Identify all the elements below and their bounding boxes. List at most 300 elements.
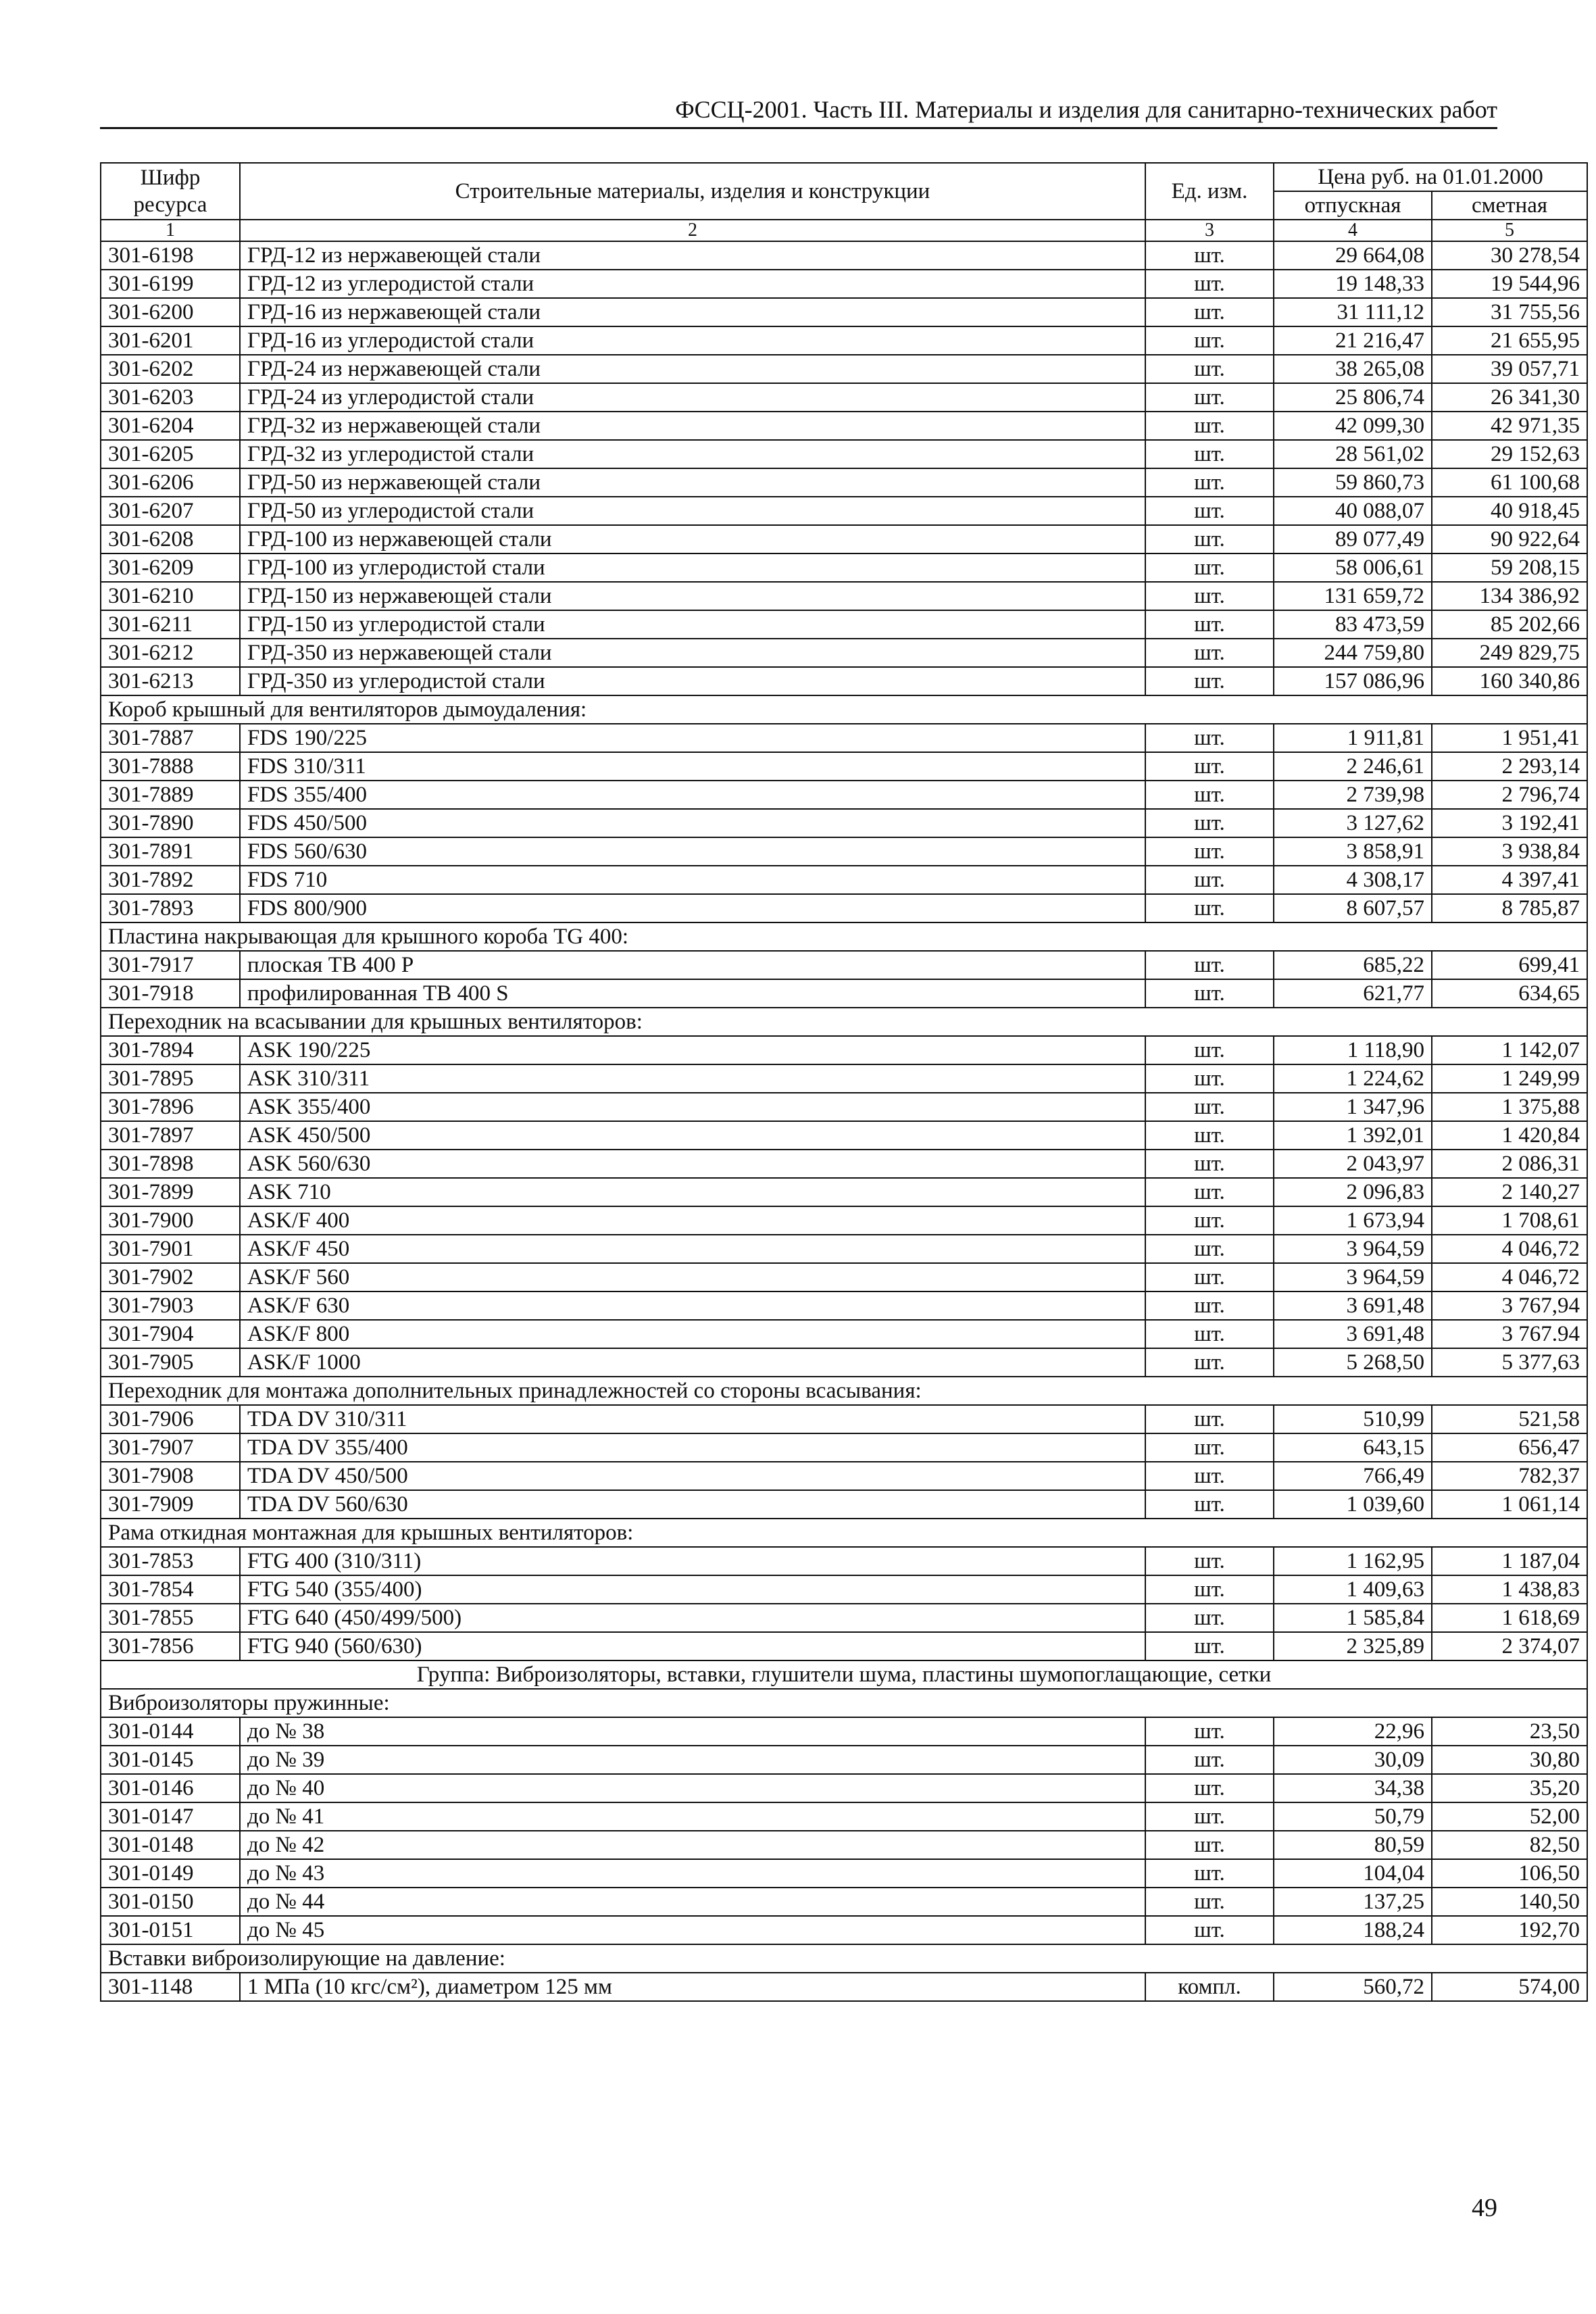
material-name: ASK 560/630 <box>240 1150 1145 1178</box>
price-estimate: 634,65 <box>1432 979 1587 1008</box>
material-name: FTG 640 (450/499/500) <box>240 1604 1145 1632</box>
table-row <box>101 1064 1587 1093</box>
price-release: 3 964,59 <box>1274 1235 1432 1263</box>
material-name: FDS 450/500 <box>240 809 1145 837</box>
resource-code: 301-0151 <box>101 1916 240 1944</box>
unit-of-measure: шт. <box>1145 1036 1274 1064</box>
unit-of-measure: шт. <box>1145 752 1274 781</box>
price-release: 4 308,17 <box>1274 866 1432 894</box>
price-estimate: 52,00 <box>1432 1802 1587 1831</box>
price-release: 3 691,48 <box>1274 1320 1432 1348</box>
header-unit: Ед. изм. <box>1145 163 1274 220</box>
unit-of-measure: шт. <box>1145 1348 1274 1377</box>
resource-code: 301-7908 <box>101 1462 240 1490</box>
material-name: ГРД-350 из нержавеющей стали <box>240 639 1145 667</box>
column-number: 4 <box>1274 220 1432 241</box>
resource-code: 301-6213 <box>101 667 240 695</box>
price-estimate: 1 142,07 <box>1432 1036 1587 1064</box>
header-price-estimate: сметная <box>1432 191 1587 220</box>
price-release: 131 659,72 <box>1274 582 1432 610</box>
table-row <box>101 440 1587 468</box>
resource-code: 301-7899 <box>101 1178 240 1206</box>
material-name: ASK/F 630 <box>240 1291 1145 1320</box>
price-release: 34,38 <box>1274 1774 1432 1802</box>
material-name: ГРД-24 из углеродистой стали <box>240 383 1145 412</box>
section-header-row <box>101 1689 1587 1717</box>
resource-code: 301-0147 <box>101 1802 240 1831</box>
price-release: 3 964,59 <box>1274 1263 1432 1291</box>
section-header-row <box>101 1377 1587 1405</box>
table-row <box>101 1802 1587 1831</box>
resource-code: 301-0146 <box>101 1774 240 1802</box>
material-name: ASK/F 800 <box>240 1320 1145 1348</box>
unit-of-measure: шт. <box>1145 553 1274 582</box>
resource-code: 301-7909 <box>101 1490 240 1519</box>
section-title: Пластина накрывающая для крышного короба TG 400: <box>101 922 1587 951</box>
resource-code: 301-7900 <box>101 1206 240 1235</box>
resource-code: 301-7892 <box>101 866 240 894</box>
material-name: TDA DV 560/630 <box>240 1490 1145 1519</box>
table-row <box>101 1320 1587 1348</box>
resource-code: 301-7907 <box>101 1433 240 1462</box>
table-row <box>101 1036 1587 1064</box>
price-release: 1 039,60 <box>1274 1490 1432 1519</box>
resource-code: 301-6198 <box>101 241 240 270</box>
price-estimate: 2 140,27 <box>1432 1178 1587 1206</box>
table-row <box>101 866 1587 894</box>
price-release: 40 088,07 <box>1274 497 1432 525</box>
table-row <box>101 525 1587 553</box>
price-estimate: 3 192,41 <box>1432 809 1587 837</box>
price-estimate: 8 785,87 <box>1432 894 1587 922</box>
material-name: FDS 710 <box>240 866 1145 894</box>
price-release: 188,24 <box>1274 1916 1432 1944</box>
material-name: до № 42 <box>240 1831 1145 1859</box>
price-estimate: 90 922,64 <box>1432 525 1587 553</box>
price-release: 1 673,94 <box>1274 1206 1432 1235</box>
price-release: 25 806,74 <box>1274 383 1432 412</box>
group-header-row <box>101 1660 1587 1689</box>
resource-code: 301-6201 <box>101 326 240 355</box>
price-estimate: 31 755,56 <box>1432 298 1587 326</box>
price-release: 104,04 <box>1274 1859 1432 1888</box>
resource-code: 301-7890 <box>101 809 240 837</box>
price-estimate: 699,41 <box>1432 951 1587 979</box>
table-row <box>101 1263 1587 1291</box>
material-name: до № 44 <box>240 1888 1145 1916</box>
material-name: до № 43 <box>240 1859 1145 1888</box>
material-name: ASK/F 400 <box>240 1206 1145 1235</box>
table-row <box>101 1405 1587 1433</box>
price-release: 1 409,63 <box>1274 1575 1432 1604</box>
price-estimate: 3 938,84 <box>1432 837 1587 866</box>
material-name: FDS 190/225 <box>240 724 1145 752</box>
table-row <box>101 1859 1587 1888</box>
unit-of-measure: шт. <box>1145 979 1274 1008</box>
price-estimate: 192,70 <box>1432 1916 1587 1944</box>
resource-code: 301-7887 <box>101 724 240 752</box>
resource-code: 301-7898 <box>101 1150 240 1178</box>
unit-of-measure: шт. <box>1145 781 1274 809</box>
material-name: ГРД-50 из углеродистой стали <box>240 497 1145 525</box>
table-row <box>101 1490 1587 1519</box>
unit-of-measure: шт. <box>1145 1774 1274 1802</box>
price-release: 31 111,12 <box>1274 298 1432 326</box>
table-row <box>101 497 1587 525</box>
table-row <box>101 298 1587 326</box>
price-table <box>100 162 1588 2002</box>
section-header-row <box>101 922 1587 951</box>
unit-of-measure: шт. <box>1145 440 1274 468</box>
price-estimate: 1 249,99 <box>1432 1064 1587 1093</box>
section-header-row <box>101 1008 1587 1036</box>
resource-code: 301-6205 <box>101 440 240 468</box>
unit-of-measure: шт. <box>1145 1746 1274 1774</box>
table-row <box>101 781 1587 809</box>
table-row <box>101 1973 1587 2001</box>
price-release: 766,49 <box>1274 1462 1432 1490</box>
section-title: Переходник для монтажа дополнительных принадлежностей со стороны всасывания: <box>101 1377 1587 1405</box>
material-name: FDS 560/630 <box>240 837 1145 866</box>
unit-of-measure: шт. <box>1145 412 1274 440</box>
resource-code: 301-6210 <box>101 582 240 610</box>
unit-of-measure: шт. <box>1145 894 1274 922</box>
material-name: FTG 400 (310/311) <box>240 1547 1145 1575</box>
price-release: 22,96 <box>1274 1717 1432 1746</box>
price-estimate: 2 293,14 <box>1432 752 1587 781</box>
material-name: FTG 940 (560/630) <box>240 1632 1145 1660</box>
material-name: ASK 310/311 <box>240 1064 1145 1093</box>
material-name: ГРД-32 из углеродистой стали <box>240 440 1145 468</box>
table-row <box>101 894 1587 922</box>
table-row <box>101 412 1587 440</box>
price-release: 1 585,84 <box>1274 1604 1432 1632</box>
resource-code: 301-0145 <box>101 1746 240 1774</box>
header-price-release: отпускная <box>1274 191 1432 220</box>
table-row <box>101 270 1587 298</box>
price-estimate: 1 438,83 <box>1432 1575 1587 1604</box>
material-name: ГРД-100 из углеродистой стали <box>240 553 1145 582</box>
resource-code: 301-6211 <box>101 610 240 639</box>
unit-of-measure: шт. <box>1145 525 1274 553</box>
price-release: 1 162,95 <box>1274 1547 1432 1575</box>
price-release: 8 607,57 <box>1274 894 1432 922</box>
section-title: Переходник на всасывании для крышных вентиляторов: <box>101 1008 1587 1036</box>
table-row <box>101 979 1587 1008</box>
price-release: 19 148,33 <box>1274 270 1432 298</box>
unit-of-measure: шт. <box>1145 1859 1274 1888</box>
price-estimate: 4 046,72 <box>1432 1235 1587 1263</box>
price-estimate: 19 544,96 <box>1432 270 1587 298</box>
unit-of-measure: шт. <box>1145 1831 1274 1859</box>
material-name: ГРД-350 из углеродистой стали <box>240 667 1145 695</box>
material-name: TDA DV 310/311 <box>240 1405 1145 1433</box>
unit-of-measure: шт. <box>1145 1490 1274 1519</box>
table-row <box>101 724 1587 752</box>
table-row <box>101 1746 1587 1774</box>
unit-of-measure: шт. <box>1145 610 1274 639</box>
column-number: 3 <box>1145 220 1274 241</box>
table-row <box>101 582 1587 610</box>
unit-of-measure: шт. <box>1145 1291 1274 1320</box>
price-estimate: 29 152,63 <box>1432 440 1587 468</box>
resource-code: 301-7854 <box>101 1575 240 1604</box>
resource-code: 301-7917 <box>101 951 240 979</box>
unit-of-measure: шт. <box>1145 1093 1274 1121</box>
resource-code: 301-6204 <box>101 412 240 440</box>
material-name: TDA DV 355/400 <box>240 1433 1145 1462</box>
price-estimate: 782,37 <box>1432 1462 1587 1490</box>
column-number: 1 <box>101 220 240 241</box>
unit-of-measure: шт. <box>1145 326 1274 355</box>
unit-of-measure: шт. <box>1145 1547 1274 1575</box>
price-estimate: 26 341,30 <box>1432 383 1587 412</box>
price-release: 58 006,61 <box>1274 553 1432 582</box>
material-name: ГРД-12 из нержавеющей стали <box>240 241 1145 270</box>
price-estimate: 1 187,04 <box>1432 1547 1587 1575</box>
material-name: ASK/F 560 <box>240 1263 1145 1291</box>
price-release: 3 858,91 <box>1274 837 1432 866</box>
price-estimate: 4 046,72 <box>1432 1263 1587 1291</box>
resource-code: 301-6202 <box>101 355 240 383</box>
price-estimate: 1 375,88 <box>1432 1093 1587 1121</box>
table-row <box>101 1632 1587 1660</box>
unit-of-measure: шт. <box>1145 1206 1274 1235</box>
price-release: 137,25 <box>1274 1888 1432 1916</box>
material-name: TDA DV 450/500 <box>240 1462 1145 1490</box>
table-row <box>101 837 1587 866</box>
resource-code: 301-0149 <box>101 1859 240 1888</box>
header-name: Строительные материалы, изделия и конструкции <box>240 163 1145 220</box>
table-row <box>101 326 1587 355</box>
resource-code: 301-7902 <box>101 1263 240 1291</box>
price-estimate: 30 278,54 <box>1432 241 1587 270</box>
resource-code: 301-6212 <box>101 639 240 667</box>
table-row <box>101 355 1587 383</box>
resource-code: 301-7903 <box>101 1291 240 1320</box>
section-title: Короб крышный для вентиляторов дымоудаления: <box>101 695 1587 724</box>
material-name: FDS 310/311 <box>240 752 1145 781</box>
section-header-row <box>101 695 1587 724</box>
table-row <box>101 1831 1587 1859</box>
price-release: 21 216,47 <box>1274 326 1432 355</box>
unit-of-measure: шт. <box>1145 1575 1274 1604</box>
resource-code: 301-7897 <box>101 1121 240 1150</box>
price-estimate: 521,58 <box>1432 1405 1587 1433</box>
price-estimate: 1 420,84 <box>1432 1121 1587 1150</box>
table-row <box>101 610 1587 639</box>
unit-of-measure: шт. <box>1145 809 1274 837</box>
price-release: 3 691,48 <box>1274 1291 1432 1320</box>
price-estimate: 2 086,31 <box>1432 1150 1587 1178</box>
price-release: 643,15 <box>1274 1433 1432 1462</box>
price-estimate: 140,50 <box>1432 1888 1587 1916</box>
table-body <box>101 241 1587 2001</box>
price-release: 2 739,98 <box>1274 781 1432 809</box>
unit-of-measure: шт. <box>1145 639 1274 667</box>
material-name: ГРД-100 из нержавеющей стали <box>240 525 1145 553</box>
price-estimate: 85 202,66 <box>1432 610 1587 639</box>
table-row <box>101 1547 1587 1575</box>
unit-of-measure: шт. <box>1145 1916 1274 1944</box>
resource-code: 301-6206 <box>101 468 240 497</box>
resource-code: 301-7888 <box>101 752 240 781</box>
price-estimate: 4 397,41 <box>1432 866 1587 894</box>
table-row <box>101 1291 1587 1320</box>
section-header-row <box>101 1944 1587 1973</box>
unit-of-measure: шт. <box>1145 468 1274 497</box>
table-row <box>101 1121 1587 1150</box>
resource-code: 301-7895 <box>101 1064 240 1093</box>
price-estimate: 3 767.94 <box>1432 1320 1587 1348</box>
price-estimate: 160 340,86 <box>1432 667 1587 695</box>
header-code: Шифр ресурса <box>101 163 240 220</box>
table-row <box>101 1462 1587 1490</box>
resource-code: 301-7853 <box>101 1547 240 1575</box>
price-release: 80,59 <box>1274 1831 1432 1859</box>
price-release: 685,22 <box>1274 951 1432 979</box>
price-release: 510,99 <box>1274 1405 1432 1433</box>
unit-of-measure: шт. <box>1145 1717 1274 1746</box>
price-release: 2 246,61 <box>1274 752 1432 781</box>
price-estimate: 656,47 <box>1432 1433 1587 1462</box>
unit-of-measure: шт. <box>1145 724 1274 752</box>
price-estimate: 106,50 <box>1432 1859 1587 1888</box>
price-release: 1 911,81 <box>1274 724 1432 752</box>
unit-of-measure: шт. <box>1145 1802 1274 1831</box>
price-release: 244 759,80 <box>1274 639 1432 667</box>
unit-of-measure: компл. <box>1145 1973 1274 2001</box>
material-name: FDS 800/900 <box>240 894 1145 922</box>
material-name: ГРД-24 из нержавеющей стали <box>240 355 1145 383</box>
price-estimate: 574,00 <box>1432 1973 1587 2001</box>
resource-code: 301-6208 <box>101 525 240 553</box>
price-release: 2 043,97 <box>1274 1150 1432 1178</box>
section-title: Виброизоляторы пружинные: <box>101 1689 1587 1717</box>
header-price: Цена руб. на 01.01.2000 <box>1274 163 1587 191</box>
price-release: 3 127,62 <box>1274 809 1432 837</box>
section-title: Вставки виброизолирующие на давление: <box>101 1944 1587 1973</box>
resource-code: 301-1148 <box>101 1973 240 2001</box>
material-name: FDS 355/400 <box>240 781 1145 809</box>
unit-of-measure: шт. <box>1145 1462 1274 1490</box>
unit-of-measure: шт. <box>1145 298 1274 326</box>
material-name: ASK/F 1000 <box>240 1348 1145 1377</box>
material-name: FTG 540 (355/400) <box>240 1575 1145 1604</box>
table-row <box>101 1774 1587 1802</box>
resource-code: 301-7894 <box>101 1036 240 1064</box>
price-release: 83 473,59 <box>1274 610 1432 639</box>
resource-code: 301-7855 <box>101 1604 240 1632</box>
price-estimate: 61 100,68 <box>1432 468 1587 497</box>
price-release: 29 664,08 <box>1274 241 1432 270</box>
material-name: ГРД-150 из нержавеющей стали <box>240 582 1145 610</box>
price-estimate: 134 386,92 <box>1432 582 1587 610</box>
material-name: ГРД-16 из нержавеющей стали <box>240 298 1145 326</box>
price-estimate: 3 767,94 <box>1432 1291 1587 1320</box>
material-name: ГРД-12 из углеродистой стали <box>240 270 1145 298</box>
material-name: ГРД-32 из нержавеющей стали <box>240 412 1145 440</box>
price-estimate: 1 951,41 <box>1432 724 1587 752</box>
group-title: Группа: Виброизоляторы, вставки, глушители шума, пластины шумопоглащающие, сетки <box>101 1660 1587 1689</box>
material-name: ГРД-16 из углеродистой стали <box>240 326 1145 355</box>
section-header-row <box>101 1519 1587 1547</box>
material-name: до № 40 <box>240 1774 1145 1802</box>
section-title: Рама откидная монтажная для крышных вентиляторов: <box>101 1519 1587 1547</box>
resource-code: 301-7896 <box>101 1093 240 1121</box>
resource-code: 301-0150 <box>101 1888 240 1916</box>
material-name: ASK 190/225 <box>240 1036 1145 1064</box>
table-row <box>101 1093 1587 1121</box>
material-name: ASK 710 <box>240 1178 1145 1206</box>
resource-code: 301-7891 <box>101 837 240 866</box>
resource-code: 301-6207 <box>101 497 240 525</box>
resource-code: 301-7889 <box>101 781 240 809</box>
price-estimate: 1 061,14 <box>1432 1490 1587 1519</box>
resource-code: 301-6200 <box>101 298 240 326</box>
table-row <box>101 468 1587 497</box>
unit-of-measure: шт. <box>1145 355 1274 383</box>
price-release: 50,79 <box>1274 1802 1432 1831</box>
price-estimate: 23,50 <box>1432 1717 1587 1746</box>
table-row <box>101 1575 1587 1604</box>
unit-of-measure: шт. <box>1145 1320 1274 1348</box>
resource-code: 301-6209 <box>101 553 240 582</box>
unit-of-measure: шт. <box>1145 582 1274 610</box>
material-name: ГРД-50 из нержавеющей стали <box>240 468 1145 497</box>
price-estimate: 35,20 <box>1432 1774 1587 1802</box>
resource-code: 301-7906 <box>101 1405 240 1433</box>
material-name: плоская ТВ 400 Р <box>240 951 1145 979</box>
page-header: ФССЦ-2001. Часть III. Материалы и изделия для санитарно-технических работ <box>100 93 1497 129</box>
table-row <box>101 1433 1587 1462</box>
unit-of-measure: шт. <box>1145 1888 1274 1916</box>
resource-code: 301-0144 <box>101 1717 240 1746</box>
unit-of-measure: шт. <box>1145 497 1274 525</box>
unit-of-measure: шт. <box>1145 1150 1274 1178</box>
material-name: ASK 450/500 <box>240 1121 1145 1150</box>
price-release: 28 561,02 <box>1274 440 1432 468</box>
price-estimate: 40 918,45 <box>1432 497 1587 525</box>
table-row <box>101 752 1587 781</box>
resource-code: 301-7905 <box>101 1348 240 1377</box>
price-release: 89 077,49 <box>1274 525 1432 553</box>
price-release: 560,72 <box>1274 1973 1432 2001</box>
unit-of-measure: шт. <box>1145 1433 1274 1462</box>
price-estimate: 1 708,61 <box>1432 1206 1587 1235</box>
column-number: 2 <box>240 220 1145 241</box>
table-row <box>101 1178 1587 1206</box>
resource-code: 301-6203 <box>101 383 240 412</box>
resource-code: 301-7856 <box>101 1632 240 1660</box>
resource-code: 301-6199 <box>101 270 240 298</box>
price-estimate: 249 829,75 <box>1432 639 1587 667</box>
price-release: 1 392,01 <box>1274 1121 1432 1150</box>
price-release: 157 086,96 <box>1274 667 1432 695</box>
unit-of-measure: шт. <box>1145 1235 1274 1263</box>
unit-of-measure: шт. <box>1145 1604 1274 1632</box>
table-row <box>101 241 1587 270</box>
table-row <box>101 1206 1587 1235</box>
price-release: 1 224,62 <box>1274 1064 1432 1093</box>
resource-code: 301-7918 <box>101 979 240 1008</box>
unit-of-measure: шт. <box>1145 667 1274 695</box>
table-row <box>101 667 1587 695</box>
column-number: 5 <box>1432 220 1587 241</box>
material-name: до № 41 <box>240 1802 1145 1831</box>
table-row <box>101 1150 1587 1178</box>
price-estimate: 1 618,69 <box>1432 1604 1587 1632</box>
